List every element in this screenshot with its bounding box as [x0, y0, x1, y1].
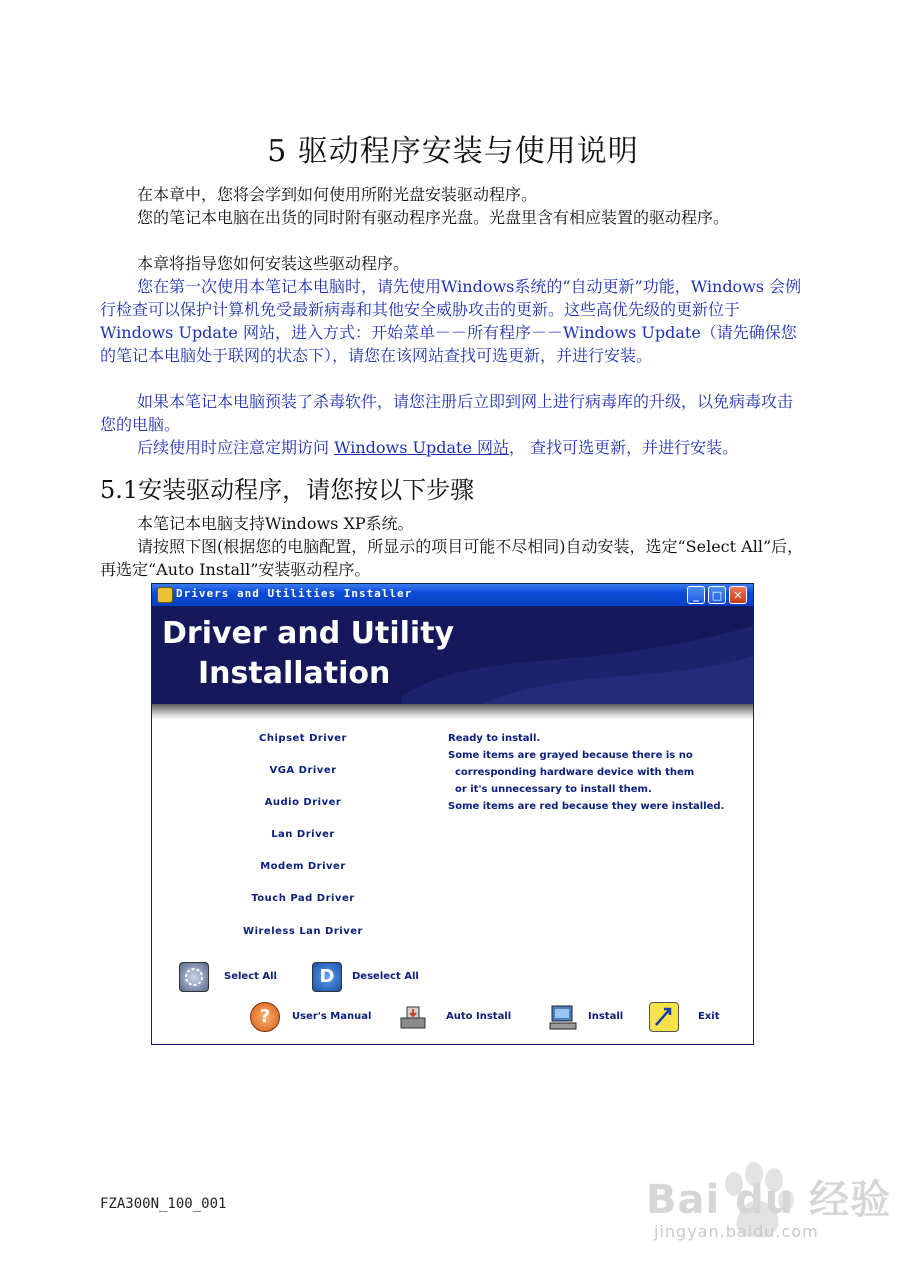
deselect-all-button[interactable]: Deselect All — [352, 971, 419, 982]
intro-paragraph-2: 您的笔记本电脑在出货的同时附有驱动程序光盘。光盘里含有相应装置的驱动程序。 — [137, 208, 730, 227]
banner-title-line-1: Driver and Utility — [162, 616, 455, 651]
steps-note-paragraph: 请按照下图(根据您的电脑配置，所显示的项目可能不尽相同)自动安装，选定“Select All”后，再选定“Auto Install”安装驱动程序。 — [100, 537, 804, 579]
help-icon[interactable]: ? — [250, 1002, 280, 1032]
intro-paragraph-1: 在本章中，您将会学到如何使用所附光盘安装驱动程序。 — [137, 185, 538, 204]
installer-banner — [152, 606, 753, 704]
driver-item-wireless-lan[interactable]: Wireless Lan Driver — [243, 926, 363, 937]
banner-shadow — [152, 704, 753, 720]
select-all-icon[interactable] — [179, 962, 209, 992]
status-line-1: Ready to install. — [448, 733, 541, 744]
installer-window — [151, 583, 754, 1045]
update-note-paragraph: 您在第一次使用本笔记本电脑时，请先使用Windows系统的“自动更新”功能，Windows 会例行检查可以保护计算机免受最新病毒和其他安全威胁攻击的更新。这些高优先级的更新位于 Windows Update 网站，进入方式：开始菜单－－所有程序－－Windows Update（请先确保您的笔记本电脑处于联网的状态下），请您在该网站查找可选更新，并进行安装。 — [100, 277, 802, 365]
installer-window-title: Drivers and Utilities Installer — [176, 587, 413, 600]
followup-prefix: 后续使用时应注意定期访问 — [137, 438, 335, 457]
section-heading: 5.1安装驱动程序，请您按以下步骤 — [100, 476, 475, 504]
install-button[interactable]: Install — [588, 1011, 624, 1022]
followup-suffix: ， 查找可选更新，并进行安装。 — [509, 438, 739, 457]
maximize-button[interactable]: □ — [708, 586, 726, 604]
document-footer: FZA300N_100_001 — [100, 1196, 227, 1212]
close-button[interactable]: ✕ — [729, 586, 747, 604]
driver-item-touchpad[interactable]: Touch Pad Driver — [251, 893, 355, 904]
driver-item-vga[interactable]: VGA Driver — [269, 765, 337, 776]
chapter-heading: 5 驱动程序安装与使用说明 — [267, 134, 639, 169]
status-line-3: corresponding hardware device with them — [448, 767, 695, 778]
antivirus-note-paragraph: 如果本笔记本电脑预装了杀毒软件，请您注册后立即到网上进行病毒库的升级，以免病毒攻击您的电脑。 — [100, 392, 794, 434]
select-all-button[interactable]: Select All — [224, 971, 277, 982]
status-line-2: Some items are grayed because there is no — [448, 750, 693, 761]
auto-install-button[interactable]: Auto Install — [446, 1011, 512, 1022]
minimize-button[interactable]: _ — [687, 586, 705, 604]
status-line-4: or it's unnecessary to install them. — [448, 784, 652, 795]
followup-paragraph — [100, 436, 806, 459]
computer-install-icon[interactable] — [548, 1002, 578, 1032]
driver-item-audio[interactable]: Audio Driver — [264, 797, 342, 808]
watermark-url: jingyan.baidu.com — [654, 1222, 819, 1241]
app-icon — [157, 587, 173, 603]
banner-title-line-2: Installation — [198, 656, 391, 691]
deselect-all-icon[interactable]: D — [312, 962, 342, 992]
status-line-5: Some items are red because they were installed. — [448, 801, 725, 812]
exit-button[interactable]: Exit — [698, 1011, 720, 1022]
intro-paragraph-3: 本章将指导您如何安装这些驱动程序。 — [137, 254, 410, 273]
watermark-brand: Bai du 经验 — [646, 1177, 892, 1223]
exit-icon[interactable] — [649, 1002, 679, 1032]
windows-update-link[interactable]: Windows Update 网站 — [334, 438, 510, 457]
installer-titlebar — [152, 584, 753, 606]
auto-install-icon[interactable] — [398, 1002, 428, 1032]
driver-item-modem[interactable]: Modem Driver — [260, 861, 346, 872]
driver-item-lan[interactable]: Lan Driver — [271, 829, 335, 840]
support-note-paragraph: 本笔记本电脑支持Windows XP系统。 — [137, 514, 414, 533]
driver-item-chipset[interactable]: Chipset Driver — [259, 733, 347, 744]
users-manual-button[interactable]: User's Manual — [292, 1011, 372, 1022]
